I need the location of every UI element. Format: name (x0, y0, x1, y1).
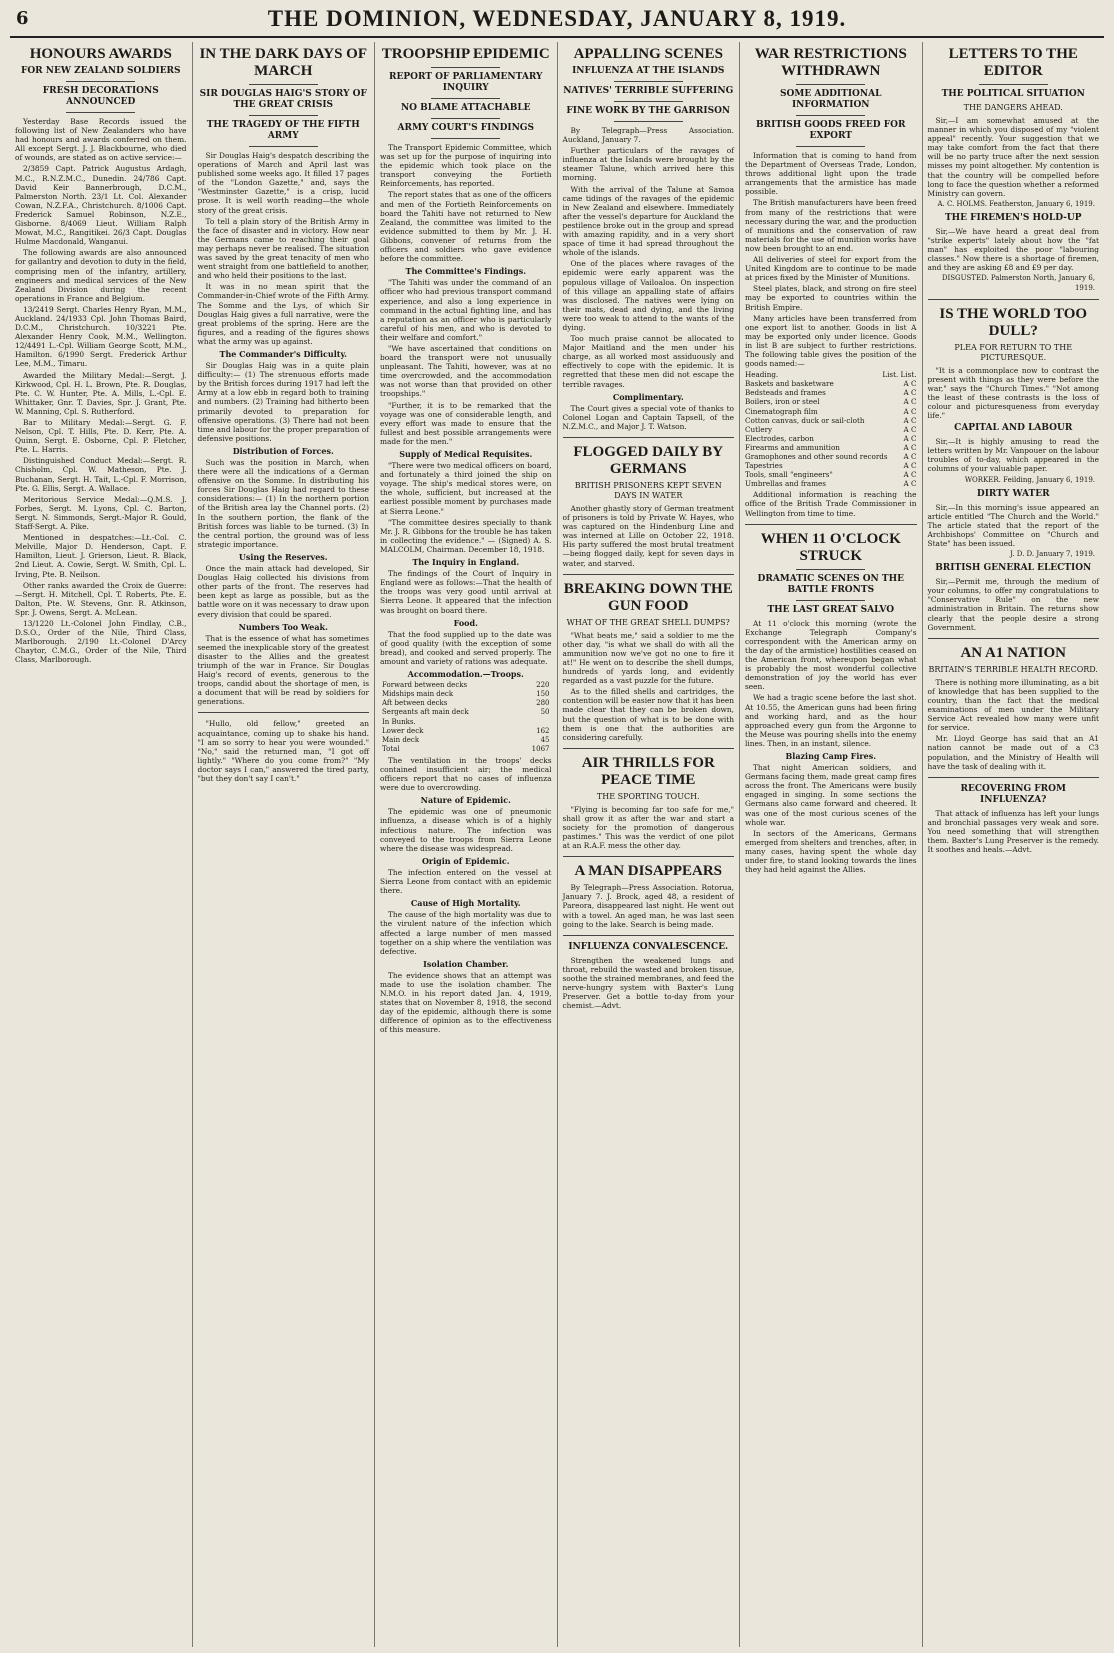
table-cell: 50 (540, 708, 550, 717)
subhead-last-salvo: THE LAST GREAT SALVO (767, 604, 895, 615)
divider (979, 84, 1048, 85)
article-paragraph: "The Tahiti was under the command of an officer who had previous transport command experience, and also a long experience in command in the actual fighting line, and has a reputation as an officer who is particularly careful of his men, and who is devoted to their welfare and comfort." (380, 278, 552, 342)
list-item-label: Cotton canvas, duck or sail-cloth (745, 415, 865, 425)
article-paragraph: Information that is coming to hand from the Department of Overseas Trade, London, throws additional light upon the trade arrangements that the armistice has made possible. (745, 151, 917, 197)
section-heading: The Inquiry in England. (412, 557, 520, 568)
subhead-british-goods: BRITISH GOODS FREED FOR EXPORT (756, 120, 906, 141)
list-item (745, 452, 917, 461)
article-paragraph: Distinguished Conduct Medal:—Sergt. R. Chisholm, Cpl. W. Matheson, Pte. J. Buchanan, Sergt. H. Tait, L.-Cpl. F. Morrison, Pte. G. Ellis, Sergt. A. Wallace. (15, 456, 187, 493)
divider (796, 115, 865, 116)
headline-troopship: TROOPSHIP EPIDEMIC (381, 46, 550, 62)
article-paragraph: "There were two medical officers on board, and fortunately a third joined the ship on voyage. The ship's medical stores were, on the whole, sufficient, but increased at the earliest possible moment by purchases made at Sierra Leone." (380, 461, 552, 516)
subhead-political: THE POLITICAL SITUATION (941, 89, 1085, 99)
list-item-value: A C (903, 424, 917, 434)
divider (198, 712, 370, 713)
table-row (380, 727, 552, 736)
list-header-label: Heading. (745, 370, 779, 380)
article-paragraph: Sir Douglas Haig was in a quite plain difficulty:— (1) The strenuous efforts made by the British forces during 1917 had left the Army at a low ebb in regard both to training and numbers. (2) Training had hitherto been primarily devoted to preparation for offensive operations. (3) There had not been time and labour for the proper preparation of defensive positions. (197, 361, 369, 443)
columns (10, 42, 1104, 1647)
article-paragraph: The findings of the Court of Inquiry in England were as follows:—That the health of the troops was very good until arrival at Sierra Leone. It appeared that the infection was brought on board there. (380, 569, 552, 615)
column-6 (923, 42, 1105, 1647)
table-title: Accommodation.—Troops. (407, 669, 524, 680)
article-paragraph: Meritorious Service Medal:—Q.M.S. J. Forbes, Sergt. M. Lyons, Cpl. C. Barton, Sergt. N. Simmonds, Sergt.-Major R. Gould, Staff-Sergt. A. Pike. (15, 494, 187, 532)
table-cell: 150 (536, 690, 550, 699)
list-item-value: A C (903, 479, 917, 489)
divider (614, 121, 683, 122)
divider (66, 112, 135, 113)
letter-paragraph: Sir,—I am somewhat amused at the manner in which you disposed of my "violent appeal" recently. Your suggestion that we may take comfort from the fact that there will be no party truce after the next session misses my point altogether. My contention is that the country will be compelled before long to face the question whether a reformed Ministry can govern. (927, 116, 1099, 198)
list-item (745, 479, 917, 488)
table-cell: Forward between decks (382, 681, 468, 690)
table-row (380, 690, 552, 699)
subhead-additional-info: SOME ADDITIONAL INFORMATION (780, 89, 882, 110)
article-paragraph: It was in no mean spirit that the Commander-in-Chief wrote of the Fifth Army. The Somme and the Lys, of which Sir Douglas Haig gives a full narrative, were the great problems of the spring. Here are the figures, and a reading of the figures shows what the army was up against. (197, 282, 369, 346)
divider (796, 569, 865, 570)
article-paragraph: That the food supplied up to the date was of good quality (with the exception of some bread), and cooked and served properly. The amount and variety of rations was adequate. (380, 629, 552, 666)
article-paragraph: "The committee desires specially to thank Mr. J. R. Gibbons for the trouble he has taken in collecting the evidence." — (Signed) A. S. MALCOLM, Chairman. December 18, 1918. (380, 517, 552, 554)
letter-heading: BRITISH GENERAL ELECTION (935, 563, 1092, 574)
advert-heading: INFLUENZA CONVALESCENCE. (568, 941, 729, 952)
subhead-shell-dumps: WHAT OF THE GREAT SHELL DUMPS? (566, 617, 730, 627)
article-paragraph: Once the main attack had developed, Sir Douglas Haig collected his divisions from other parts of the front. The reserves had been kept as large as possible, but as the battle wore on it was necessary to draw upon every division that could be spared. (197, 564, 369, 619)
list-item-label: Cinematograph film (745, 406, 818, 416)
list-item (745, 397, 917, 406)
article-paragraph: With the arrival of the Talune at Samoa came tidings of the ravages of the epidemic in New Zealand and elsewhere. Immediately after the vessel's departure for Auckland the pestilence broke out in the group and spread with amazing rapidity, and in a very short space of time it had spread throughout the whole of the islands. (562, 184, 734, 258)
list-item-value: A C (903, 461, 917, 471)
article-paragraph: One of the places where ravages of the epidemic were early apparent was the populous village of Vailoaloa. On inspection of this village an appalling state of affairs was disclosed. The natives were lying on their mats, dead and dying, and the living were too weak to attend to the wants of the dying. (562, 259, 734, 332)
article-paragraph: Further particulars of the ravages of influenza at the Islands were brought by the steamer Talune, which arrived here this morning. (562, 146, 734, 183)
headline-flogged: FLOGGED DAILY BY GERMANS (573, 444, 724, 477)
table-cell: 220 (536, 681, 550, 690)
headline-letters: LETTERS TO THE EDITOR (948, 46, 1078, 79)
section-heading: Food. (453, 617, 478, 628)
column-2 (193, 42, 376, 1647)
section-heading: Origin of Epidemic. (421, 855, 510, 866)
article-paragraph: Mr. Lloyd George has said that an A1 nation cannot be made out of a C3 population, and the Ministry of Health will have the task of dealing with it. (927, 734, 1099, 771)
letter-paragraph: Sir,—It is highly amusing to read the letters written by Mr. Vanpouer on the labour troubles of to-day, which appeared in the columns of your valuable paper. (927, 437, 1099, 474)
column-3 (375, 42, 558, 1647)
list-header (745, 370, 917, 379)
article-paragraph: Sir Douglas Haig's despatch describing the operations of March and April last was published some weeks ago. It filled 17 pages of the "London Gazette," and, says the "Westminster Gazette," is a crisp, lucid prose. It is well worth reading—the whole story of the great crisis. (197, 151, 369, 215)
table-cell: 280 (536, 699, 550, 708)
article-paragraph: The Transport Epidemic Committee, which was set up for the purpose of inquiring into the epidemic which took place on the transport conveying the Fortieth Reinforcements, has reported. (380, 143, 552, 189)
list-item-label: Baskets and basketware (745, 379, 834, 389)
letter-heading: DIRTY WATER (976, 488, 1050, 499)
section-heading: Distribution of Forces. (232, 445, 334, 456)
article-paragraph: As to the filled shells and cartridges, the contention will be easier now that it has been made clear that they can be broken down, but the question of what is to be done with them is one that the authorities are considering carefully. (562, 687, 734, 742)
article-paragraph: All deliveries of steel for export from the United Kingdom are to continue to be made at prices fixed by the Minister of Munitions. (745, 255, 917, 283)
article-paragraph: "Further, it is to be remarked that the voyage was one of considerable length, and every effort was made to ensure that the fullest and best possible arrangements were made for the men." (380, 400, 552, 446)
divider (431, 98, 500, 99)
subhead-inquiry: REPORT OF PARLIAMENTARY INQUIRY (389, 72, 543, 93)
list-item-value: A C (903, 442, 917, 452)
article-paragraph: There is nothing more illuminating, as a bit of knowledge that has been supplied to the country, than the fact that the medical examinations of men under the Military Service Act revealed how many were unfit for service. (927, 677, 1099, 733)
article-paragraph: The cause of the high mortality was due to the virulent nature of the infection which affected a large number of men massed together on a ship where the ventilation was defective. (380, 910, 552, 956)
article-paragraph: Additional information is reaching the office of the British Trade Commissioner in Wellington from time to time. (745, 490, 917, 518)
headline-air-thrills: AIR THRILLS FOR PEACE TIME (581, 754, 715, 788)
article-paragraph: At 11 o'clock this morning (wrote the Exchange Telegraph Company's correspondent with the American army on the day of the armistice) hostilities ceased on the American front, whereupon began what is probably the most wonderful collective demonstration of joy the world has ever seen. (745, 618, 917, 692)
article-paragraph: The following awards are also announced for gallantry and devotion to duty in the field, comprising men of the infantry, artillery, engineers and medical services of the New Zealand Division during the recent operations in France and Belgium. (15, 248, 187, 303)
table-cell: In Bunks. (382, 717, 416, 726)
divider (431, 67, 500, 68)
article-paragraph: Too much praise cannot be allocated to Major Maitland and the men under his charge, as all worked most assiduously and effectively to cope with the epidemic. It is regretted that these men did not escape the terrible ravages. (562, 334, 734, 389)
headline-man-disappears: A MAN DISAPPEARS (574, 863, 722, 880)
divider (796, 146, 865, 147)
table-cell: Main deck (382, 735, 420, 744)
article-paragraph: Many articles have been transferred from one export list to another. Goods in list A may be exported only under licence. Goods in list B are subject to further restrictions. The following table gives the position of the goods named:— (745, 313, 917, 369)
list-item-value: A C (903, 470, 917, 480)
section-heading: Nature of Epidemic. (420, 795, 511, 806)
article-paragraph: The evidence shows that an attempt was made to use the isolation chamber. The N.M.O. in his report dated Jan. 4, 1919, states that on November 8, 1918, the second day of the epidemic, although there is some difference of opinion as to the effectiveness of this measure. (380, 970, 552, 1035)
article-paragraph: We had a tragic scene before the last shot. At 10.55, the American guns had been firing and working hard, and as the hour approached every gun from the Argonne to the Meuse was pouring shells into the enemy lines. Then, in an instant, silence. (745, 693, 917, 748)
list-item-label: Gramophones and other sound records (745, 452, 888, 461)
table-row (380, 736, 552, 745)
list-item (745, 388, 917, 397)
subhead-dangers: THE DANGERS AHEAD. (963, 103, 1063, 112)
divider (431, 118, 500, 119)
section-heading: Numbers Too Weak. (238, 621, 328, 632)
masthead (10, 6, 1104, 38)
letter-signature: WORKER. Feilding, January 6, 1919. (964, 475, 1095, 484)
divider (249, 84, 318, 85)
divider (249, 146, 318, 147)
table-cell: 1067 (531, 744, 550, 753)
article-paragraph: The infection entered on the vessel at Sierra Leone from contact with an epidemic there. (380, 867, 552, 896)
section-heading: Supply of Medical Requisites. (399, 449, 533, 459)
divider (614, 81, 683, 82)
article-paragraph: "It is a commonplace now to contrast the present with things as they were before the war," says the "Church Times." "Not among the least of these contrasts is the loss of colour and picturesqueness from everyday life." (927, 365, 1099, 421)
headline-a1-nation: AN A1 NATION (960, 644, 1067, 661)
subhead-picturesque: PLEA FOR RETURN TO THE PICTURESQUE. (954, 342, 1073, 362)
headline-appalling: APPALLING SCENES (573, 46, 723, 62)
table-cell: Lower deck (382, 726, 424, 735)
list-item-value: A C (903, 415, 917, 425)
section-heading: Complimentary. (612, 391, 684, 402)
headline-dark-days: IN THE DARK DAYS OF MARCH (199, 46, 368, 79)
table-row (380, 681, 552, 690)
list-item (745, 379, 917, 388)
headline-gun-food: BREAKING DOWN THE GUN FOOD (563, 580, 733, 614)
list-item (745, 470, 917, 479)
divider (745, 524, 917, 525)
subhead-no-blame: NO BLAME ATTACHABLE (400, 103, 531, 113)
article-paragraph: 13/2419 Sergt. Charles Henry Ryan, M.M., Auckland. 24/1933 Cpl. John Thomas Baird, D.C.M., Christchurch. 10/3221 Pte. Alexander Henry Cook, M.M., Wellington. 12/4491 L.-Cpl. William George Scott, M.M., Hamilton. 6/1990 Sergt. Frederick Arthur Lee, M.M., Timaru. (15, 304, 187, 369)
article-paragraph: 2/3859 Capt. Patrick Augustus Ardagh, M.C., R.N.Z.M.C., Dunedin. 24/786 Capt. David Keir Bannerbrough, D.C.M., Palmerston North. 23/1 Lt. Col. Alexander Cowan, N.Z.F.A., Christchurch. 8/1006 Capt. Frederick Samuel Robinson, N.Z.E., Gisborne. 8/4069 Lieut. William Ralph Mowat, M.C., Rangitikei. 26/3 Capt. Douglas Hulme Macdonald, Wanganui. (15, 164, 187, 247)
list-item (745, 407, 917, 416)
list-item-value: A C (903, 406, 917, 416)
article-paragraph: By Telegraph—Press Association. Auckland, January 7. (562, 126, 734, 145)
table-cell: 45 (540, 735, 550, 744)
list-item (745, 443, 917, 452)
list-item-label: Firearms and ammunition (745, 442, 840, 452)
article-paragraph: Yesterday Base Records issued the following list of New Zealanders who have had honours and awards conferred on them. All except Sergt. J. J. Blackbourne, who died of wounds, are stated as on active service:— (15, 117, 187, 163)
table-cell: Midships main deck (382, 690, 454, 699)
article-paragraph: That is the essence of what has sometimes seemed the inexplicable story of the greatest disaster to the Allies and the greatest triumph of the war in France. Sir Douglas Haig's record of events, generous to the troops, candid about the shortage of men, is a document that will be read by soldiers for generations. (197, 633, 369, 707)
article-paragraph: "We have ascertained that conditions on board the transport were not unusually unpleasant. The Tahiti, however, was at no time overcrowded, and the accommodation was not worse than that provided on other troopships." (380, 343, 552, 399)
article-paragraph: The Court gives a special vote of thanks to Colonel Logan and Captain Tapsell, of the N.Z.M.C., and Major J. T. Watson. (562, 403, 734, 431)
divider (563, 748, 735, 749)
table-cell: Total (382, 744, 400, 753)
subhead-decorations: FRESH DECORATIONS ANNOUNCED (42, 86, 159, 107)
list-item-label: Tools, small "engineers" (745, 470, 833, 480)
table-row (380, 745, 552, 754)
headline-honours: HONOURS AWARDS (29, 46, 172, 62)
newspaper-title: THE DOMINION, WEDNESDAY, JANUARY 8, 1919. (267, 6, 847, 31)
table-cell (518, 718, 551, 727)
advert-text: Strengthen the weakened lungs and throat, rebuild the wasted and broken tissue, soothe the strained membranes, and feed the nerve-hungry system with Baxter's Lung Preserver. Get a bottle to-day from your chemist.—Advt. (562, 955, 734, 1011)
article-paragraph: Other ranks awarded the Croix de Guerre:—Sergt. H. Mitchell, Cpl. T. Roberts, Pte. E. Dalton, Pte. W. Stevens, Gnr. R. Atkinson, Spr. J. Owens, Sergt. A. McLean. (15, 580, 187, 617)
divider (431, 138, 500, 139)
headline-world-dull: IS THE WORLD TOO DULL? (939, 305, 1088, 339)
list-item (745, 416, 917, 425)
advert-heading: RECOVERING FROM INFLUENZA? (960, 783, 1066, 805)
list-item-value: A C (903, 452, 917, 461)
letter-signature: DISGUSTED. Palmerston North, January 6, 1919. (941, 274, 1095, 292)
letter-heading: CAPITAL AND LABOUR (954, 423, 1073, 434)
article-paragraph: That night American soldiers, and Germans facing them, made great camp fires across the front. The Americans were busily engaged in singing. In some sections the Germans also came forward and cheered. It was one of the most curious scenes of the whole war. (745, 763, 917, 827)
page-number: 6 (16, 8, 29, 29)
list-item-label: Electrodes, carbon (745, 433, 814, 443)
letter-paragraph: Sir,—Permit me, through the medium of your columns, to offer my congratulations to "Conservative Rule" on the new administration in Britain. The returns show clearly that the people desire a strong Government. (927, 577, 1099, 632)
article-paragraph: "What beats me," said a soldier to me the other day, "is what we shall do with all the ammunition now we've got no one to fire it at!" He went on to describe the shell dumps, hundreds of yards long, and evidently regarded as a vast puzzle for the future. (562, 630, 734, 686)
list-item (745, 434, 917, 443)
list-header-cols: List. List. (882, 370, 917, 380)
headline-war-restrictions: WAR RESTRICTIONS WITHDRAWN (754, 46, 907, 79)
divider (563, 574, 735, 575)
letter-heading: THE FIREMEN'S HOLD-UP (944, 212, 1082, 223)
list-item-value: A C (903, 379, 917, 389)
subhead-garrison: FINE WORK BY THE GARRISON (566, 106, 731, 116)
letter-paragraph: Sir,—We have heard a great deal from "strike experts" lately about how the "fat man" has exploited the poor "labouring classes." Now there is a shortage of firemen, and they are asking £8 and £9 per day. (927, 226, 1099, 273)
table-cell: Sergeants aft main deck (382, 708, 469, 717)
table-row (380, 699, 552, 708)
subhead-fifth-army: THE TRAGEDY OF THE FIFTH ARMY (206, 120, 360, 141)
column-4 (558, 42, 741, 1647)
table-cell: 162 (536, 726, 550, 735)
table-row (380, 718, 552, 727)
article-paragraph: "Flying is becoming far too safe for me," shall grow it as after the war and start a society for the promotion of dangerous pastimes." This was the verdict of one pilot at an R.A.F. mess the other day. (562, 804, 734, 851)
accommodation-table (380, 681, 552, 754)
list-item-value: A C (903, 397, 917, 407)
list-item (745, 425, 917, 434)
list-item-label: Bedsteads and frames (745, 388, 826, 398)
subhead-sporting: THE SPORTING TOUCH. (596, 791, 700, 801)
divider (796, 600, 865, 601)
subhead-haig: SIR DOUGLAS HAIG'S STORY OF THE GREAT CRISIS (199, 89, 367, 110)
article-paragraph: In sectors of the Americans, Germans emerged from shelters and trenches, after, in many cases, having spent the whole day under fire, to stand looking towards the lines they had held against the Allies. (745, 828, 917, 875)
letter-paragraph: Sir,—In this morning's issue appeared an article entitled "The Church and the World." The article stated that the report of the Archbishops' Committee on "Church and State" has been issued. (927, 502, 1099, 548)
list-item-value: A C (903, 388, 917, 398)
subhead-army-court: ARMY COURT'S FINDINGS (397, 123, 534, 133)
divider (249, 115, 318, 116)
section-heading: The Commander's Difficulty. (219, 348, 347, 359)
article-paragraph: By Telegraph—Press Association. Rotorua, January 7. J. Brock, aged 48, a resident of Pareora, disappeared last night. He went out with a towel. An aged man, he was last seen going to the lake. Search is being made. (562, 883, 734, 929)
article-paragraph: 13/1220 Lt.-Colonel John Findlay, C.B., D.S.O., Order of the Nile, Third Class, Marlborough. 2/190 Lt.-Colonel D'Arcy Chaytor, C.M.G., Order of the Nile, Third Class, Marlborough. (15, 618, 187, 665)
table-row (380, 708, 552, 717)
list-item (745, 461, 917, 470)
article-paragraph: Mentioned in despatches:—Lt.-Col. C. Melville, Major D. Henderson, Capt. F. Hamilton, Lieut. J. Grierson, Lieut. R. Black, 2nd Lieut. A. Cowie, Sergt. W. Smith, Cpl. L. Irving, Pte. B. Neilson. (15, 533, 187, 579)
article-paragraph: Awarded the Military Medal:—Sergt. J. Kirkwood, Cpl. H. L. Brown, Pte. R. Douglas, Pte. C. W. Hunter, Pte. A. Mills, L.-Cpl. E. Whittaker, Gnr. T. Davies, Spr. J. Grant, Pte. W. Manning, Cpl. S. Rutherford. (15, 370, 187, 416)
subhead-prisoners: BRITISH PRISONERS KEPT SEVEN DAYS IN WATER (574, 481, 722, 500)
article-paragraph: Steel plates, black, and strong on fire steel may be exported to countries within the British Empire. (745, 284, 917, 312)
section-heading: Using the Reserves. (238, 551, 328, 562)
subhead-health-record: BRITAIN'S TERRIBLE HEALTH RECORD. (928, 664, 1098, 674)
article-paragraph: The report states that as one of the officers and men of the Fortieth Reinforcements on board the Tahiti have not returned to New Zealand, the committee was limited to the evidence submitted to them by Mr. J. H. Gibbons, convener of returns from the officers and soldiers who gave evidence before the committee. (380, 190, 552, 264)
subhead-dramatic-scenes: DRAMATIC SCENES ON THE BATTLE FRONTS (757, 573, 904, 595)
article-paragraph: Such was the position in March, when there were all the indications of a German offensive on the Somme. In distributing his forces Sir Douglas Haig had regard to these considerations:— (1) In the northern portion of the British area lay the Channel ports. (2) In the southern portion, the flank of the British forces was liable to be turned. (3) In the central portion, the ground was of less strategic importance. (197, 458, 369, 549)
section-heading: Isolation Chamber. (423, 958, 509, 969)
divider (563, 935, 735, 936)
headline-eleven-oclock: WHEN 11 O'CLOCK STRUCK (760, 530, 901, 564)
article-paragraph: The ventilation in the troops' decks contained insufficient air; the medical officers report that no cases of influenza were due to overcrowding. (380, 755, 552, 793)
column-5 (740, 42, 923, 1647)
section-heading: Blazing Camp Fires. (785, 750, 876, 761)
divider (66, 81, 135, 82)
divider (563, 437, 735, 438)
list-item-value: A C (903, 433, 917, 443)
subhead-natives: NATIVES' TERRIBLE SUFFERING (563, 86, 734, 96)
table-cell: Aft between decks (382, 699, 448, 708)
divider (796, 84, 865, 85)
list-item-label: Cutlery (745, 424, 773, 434)
section-heading: The Committee's Findings. (405, 266, 526, 277)
subhead-influenza: INFLUENZA AT THE ISLANDS (572, 66, 725, 76)
list-item-label: Tapestries (745, 461, 783, 471)
article-paragraph: The British manufacturers have been freed from many of the restrictions that were necessary during the war, and the production of munitions and the conservation of raw materials for the use of munition works have now been brought to an end. (745, 198, 917, 253)
section-heading: Cause of High Mortality. (410, 898, 521, 909)
article-paragraph: Bar to Military Medal:—Sergt. G. F. Nelson, Cpl. T. Hills, Pte. D. Kerr, Pte. A. Quinn, Sergt. E. Osborne, Cpl. P. Fletcher, Pte. L. Harris. (15, 418, 187, 455)
divider (928, 777, 1100, 778)
advert-text: That attack of influenza has left your lungs and bronchial passages very weak and sore. You need something that will strengthen them. Baxter's Lung Preserver is the remedy. It soothes and heals.—Advt. (927, 808, 1099, 855)
export-list (745, 370, 917, 488)
divider (614, 101, 683, 102)
divider (928, 299, 1100, 300)
list-item-label: Boilers, iron or steel (745, 397, 820, 407)
letter-signature: J. D. D. January 7, 1919. (1010, 550, 1095, 559)
article-paragraph: The epidemic was one of pneumonic influenza, a disease which is of a highly infectious nature. The infection was conveyed to the troops from Sierra Leone where the disease was widespread. (380, 807, 552, 853)
letter-signature: A. C. HOLMS. Featherston, January 6, 1919. (937, 199, 1095, 208)
article-paragraph: To tell a plain story of the British Army in the face of disaster and in victory. How near the Germans came to reaching their goal may perhaps never be realised. The situation was saved by the great tenacity of men who went straight from one battlefield to another, and who held their positions to the last. (197, 216, 369, 281)
list-item-label: Umbrellas and frames (745, 479, 826, 489)
article-paragraph: Another ghastly story of German treatment of prisoners is told by Private W. Hayes, who was captured on the Hindenburg Line and was interned at Lille on October 22, 1918. His party suffered the most brutal treatment—being flogged daily, kept for seven days in water, and starved. (562, 504, 734, 568)
article-paragraph: "Hullo, old fellow," greeted an acquaintance, coming up to shake his hand. "I am so sorry to hear you were wounded." "No," said the returned man, "I got off lightly." "Where do you come from?" "My doctor says I can," answered the tired party, "but they don't say I can't." (197, 719, 369, 783)
divider (563, 856, 735, 857)
subhead-honours: FOR NEW ZEALAND SOLDIERS (20, 66, 181, 76)
column-1 (10, 42, 193, 1647)
divider (928, 638, 1100, 639)
